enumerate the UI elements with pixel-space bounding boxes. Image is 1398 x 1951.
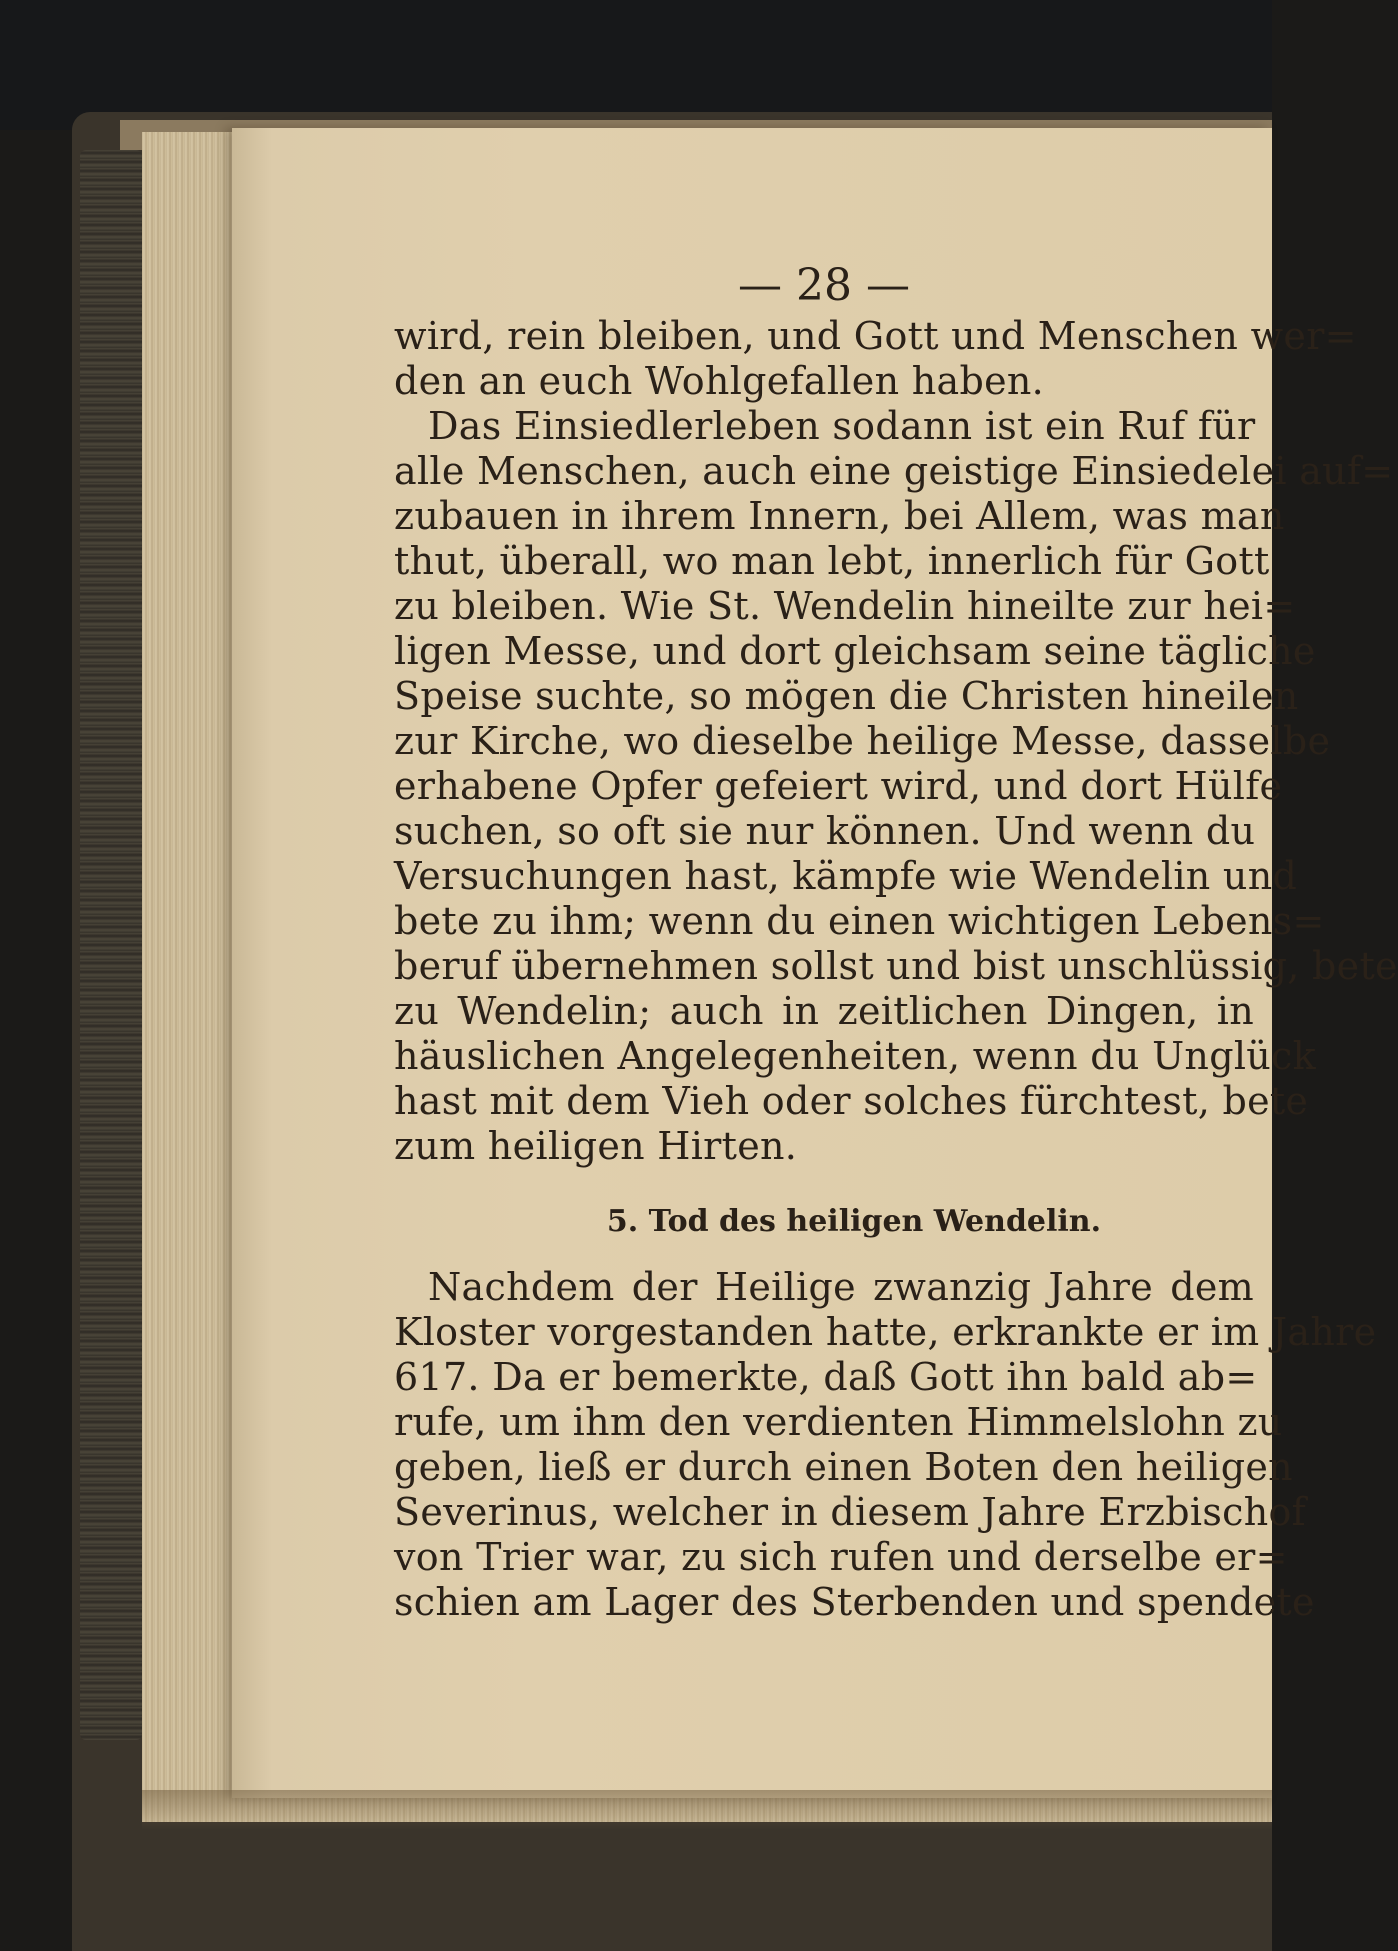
text-line: rufe, um ihm den verdienten Himmelslohn zu — [394, 1400, 1283, 1444]
text-line: häuslichen Angelegenheiten, wenn du Unglück — [394, 1034, 1316, 1078]
text-line: 617. Da er bemerkte, daß Gott ihn bald ab= — [394, 1355, 1258, 1399]
book-spine — [80, 150, 142, 1740]
text-line: alle Menschen, auch eine geistige Einsiedelei auf= — [394, 449, 1394, 493]
text-line: zu Wendelin; auch in zeitlichen Dingen, in — [394, 989, 1254, 1033]
section-heading: 5. Tod des heiligen Wendelin. — [606, 1204, 1102, 1239]
text-line: den an euch Wohlgefallen haben. — [394, 359, 1045, 403]
text-line: thut, überall, wo man lebt, innerlich für Gott — [394, 539, 1270, 583]
paragraph-3 — [394, 1265, 1377, 1625]
text-line: wird, rein bleiben, und Gott und Menschen wer= — [394, 314, 1357, 358]
text-line: von Trier war, zu sich rufen und derselbe er= — [394, 1535, 1288, 1579]
page-shadow — [142, 1790, 1272, 1830]
text-line: bete zu ihm; wenn du einen wichtigen Lebens= — [394, 899, 1325, 943]
page-number: — 28 — — [738, 260, 910, 311]
background — [0, 0, 1272, 130]
text-line: Versuchungen hast, kämpfe wie Wendelin und — [394, 854, 1298, 898]
text-line: Nachdem der Heilige zwanzig Jahre dem — [428, 1265, 1254, 1309]
text-line: zum heiligen Hirten. — [394, 1124, 798, 1168]
text-line: schien am Lager des Sterbenden und spendete — [394, 1580, 1315, 1624]
text-line: suchen, so oft sie nur können. Und wenn du — [394, 809, 1256, 853]
text-line: beruf übernehmen sollst und bist unschlüssig, bete — [394, 944, 1398, 988]
text-line: geben, ließ er durch einen Boten den heiligen — [394, 1445, 1293, 1489]
paragraph-2 — [394, 404, 1398, 1169]
text-line: zubauen in ihrem Innern, bei Allem, was man — [394, 494, 1285, 538]
paragraph-1 — [394, 314, 1357, 404]
text-line: Kloster vorgestanden hatte, erkrankte er im Jahre — [394, 1310, 1377, 1354]
text-line: erhabene Opfer gefeiert wird, und dort Hülfe — [394, 764, 1283, 808]
text-line: zu bleiben. Wie St. Wendelin hineilte zur hei= — [394, 584, 1296, 628]
text-line: Speise suchte, so mögen die Christen hineilen — [394, 674, 1299, 718]
text-line: hast mit dem Vieh oder solches fürchtest, bete — [394, 1079, 1309, 1123]
text-line: Das Einsiedlerleben sodann ist ein Ruf für — [428, 404, 1256, 448]
text-line: zur Kirche, wo dieselbe heilige Messe, dasselbe — [394, 719, 1331, 763]
page-text — [394, 258, 1398, 1625]
text-line: ligen Messe, und dort gleichsam seine tägliche — [394, 629, 1316, 673]
text-line: Severinus, welcher in diesem Jahre Erzbischof — [394, 1490, 1307, 1534]
